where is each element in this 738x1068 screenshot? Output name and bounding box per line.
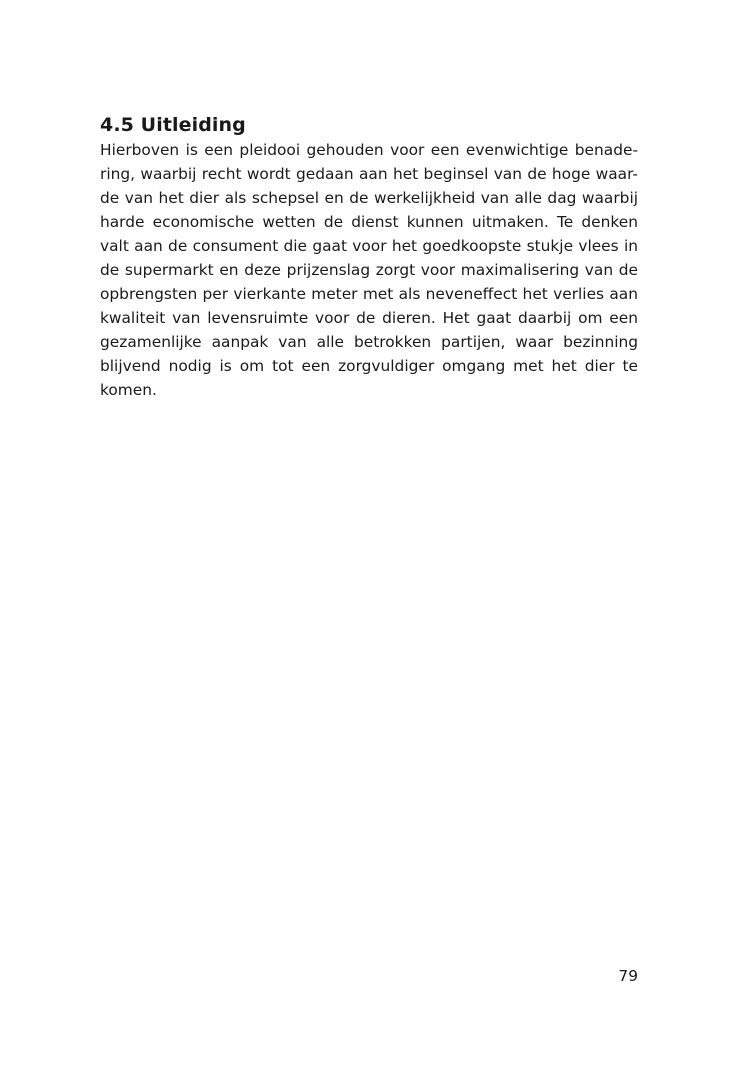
paragraph-line: de van het dier als schepsel en de werkelijkheid van alle dag waarbij (100, 189, 638, 207)
body-paragraph (100, 138, 638, 402)
paragraph-line: blijvend nodig is om tot een zorgvuldiger omgang met het dier te (100, 357, 638, 375)
paragraph-line: harde economische wetten de dienst kunnen uitmaken. Te denken (100, 213, 638, 231)
paragraph-line: de supermarkt en deze prijzenslag zorgt voor maximalisering van de (100, 261, 638, 279)
section-body (100, 112, 638, 402)
section-heading: 4.5 Uitleiding (100, 114, 246, 136)
paragraph-line: gezamenlijke aanpak van alle betrokken partijen, waar bezinning (100, 333, 638, 351)
paragraph-line: komen. (100, 381, 157, 399)
paragraph-line: kwaliteit van levensruimte voor de dieren. Het gaat daarbij om een (100, 309, 638, 327)
page-number: 79 (618, 967, 638, 985)
paragraph-line: Hierboven is een pleidooi gehouden voor een evenwichtige benade- (100, 141, 638, 159)
paragraph-line: ring, waarbij recht wordt gedaan aan het beginsel van de hoge waar- (100, 165, 638, 183)
paragraph-line: opbrengsten per vierkante meter met als neveneffect het verlies aan (100, 285, 638, 303)
paragraph-line: valt aan de consument die gaat voor het goedkoopste stukje vlees in (100, 237, 638, 255)
